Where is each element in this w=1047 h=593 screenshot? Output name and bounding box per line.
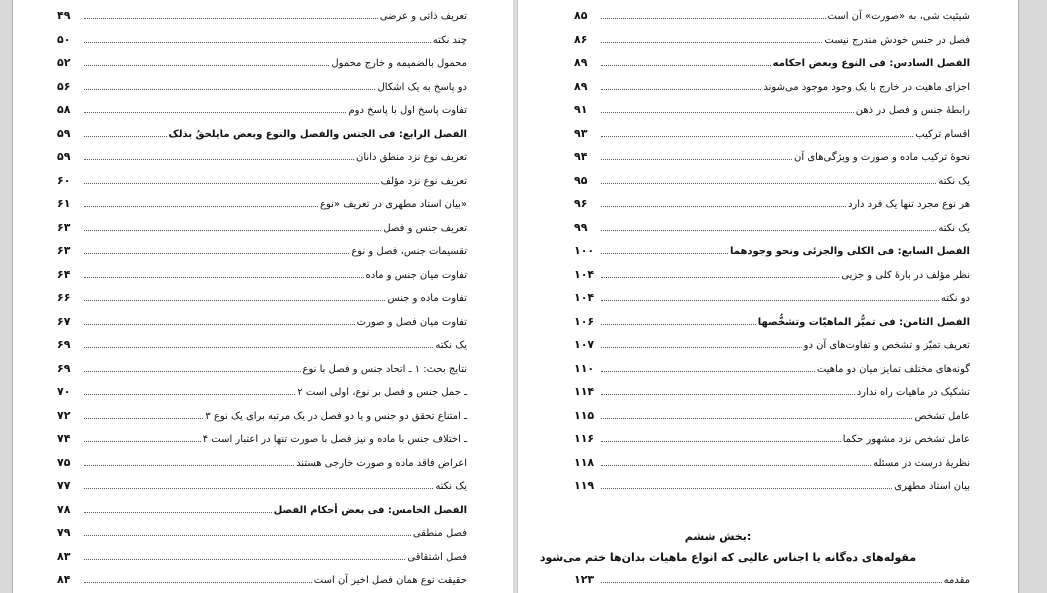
toc-entry-page: ۵۰ [57,32,71,46]
toc-entry[interactable] [57,192,467,210]
toc-entry-title: اجزای ماهیت در خارج با یک وجود موجود می‌شوند [763,81,970,93]
toc-entry-title: اعراض فاقد ماده و صورت خارجی هستند [296,457,467,469]
right-page [517,0,1019,593]
leader-dots [84,277,364,278]
leader-dots [84,183,379,184]
toc-entry-title: مقدمه [943,575,970,586]
toc-entry[interactable] [57,28,467,46]
leader-dots [84,559,405,560]
leader-dots [601,441,841,442]
toc-entry[interactable] [57,310,467,328]
toc-entry-title: اقسام ترکیب [915,128,970,140]
toc-entry-page: ۱۱۹ [574,479,595,492]
toc-entry[interactable] [574,404,970,422]
toc-entry[interactable] [57,545,467,563]
toc-entry[interactable] [57,145,467,163]
toc-entry-page: ۹۹ [574,220,588,234]
toc-entry-title: فصل در جنس خودش مندرج نیست [824,34,970,46]
toc-entry-title: تعریف نوع نزد مؤلف [380,175,467,187]
toc-entry[interactable] [57,498,467,516]
toc-entry-page: ۷۲ [57,408,71,422]
toc-entry-page: ۸۴ [57,573,71,586]
toc-entry[interactable] [57,239,467,257]
leader-dots [601,418,912,419]
toc-entry-page: ۶۹ [57,361,71,375]
toc-entry[interactable] [57,380,467,398]
toc-entry-page: ۶۳ [57,220,71,234]
toc-entry[interactable] [574,98,970,116]
toc-entry[interactable] [574,474,970,492]
toc-entry[interactable] [574,286,970,304]
leader-dots [601,371,815,372]
toc-entry[interactable] [574,568,970,586]
leader-dots [601,112,854,113]
chapter-heading: الفصل الرابع: فی الجنس والفصل والنوع وبعض مایلحقُ بذلک [168,128,467,140]
toc-entry-page: ۱۰۴ [574,291,595,304]
leader-dots [84,206,318,207]
toc-entry[interactable] [574,28,970,46]
leader-dots [84,42,431,43]
toc-entry-page: ۹۱ [574,103,588,116]
toc-entry-title: ۲ ـ حمل جنس و فصل بر نوع، اولی است [297,387,467,398]
section-title: مقوله‌های ده‌گانه یا اجناس عالیی که انواع ماهیات بدان‌ها ختم می‌شود [539,551,917,564]
leader-dots [84,65,329,66]
toc-entry-title: تعریف جنس و فصل [383,222,467,234]
toc-entry-title: رابطهٔ جنس و فصل در ذهن [855,105,970,116]
leader-dots [84,347,433,348]
chapter-heading: الفصل الخامس: فی بعض أحکام الفصل [273,504,467,516]
toc-entry-title: عامل تشخص [914,410,970,422]
toc-entry-page: ۱۱۶ [574,432,595,445]
toc-entry-page: ۴۹ [57,9,71,22]
toc-entry-page: ۹۵ [574,173,588,187]
toc-entry-page: ۵۶ [57,79,71,93]
leader-dots [84,89,375,90]
toc-entry-page: ۱۰۶ [574,314,595,328]
leader-dots [601,253,728,254]
toc-entry[interactable] [57,474,467,492]
toc-entry-title: دو نکته [940,293,970,304]
toc-entry-page: ۸۵ [574,9,588,22]
toc-entry-page: ۸۹ [574,79,588,93]
leader-dots [84,371,301,372]
toc-entry-title: گونه‌های مختلف تمایز میان دو ماهیت [816,363,970,375]
leader-dots [601,89,761,90]
toc-entry-title: یک نکته [435,340,467,351]
chapter-heading: الفصل الثامن: فی تمیُّز الماهیّات وتشخُّصها [757,316,970,328]
toc-entry[interactable] [574,145,970,163]
leader-dots [601,465,871,466]
leader-dots [601,394,855,395]
toc-entry-title: محمول بالضمیمه و خارج محمول [331,58,467,69]
toc-entry[interactable] [57,451,467,469]
toc-entry[interactable] [574,51,970,69]
leader-dots [601,159,792,160]
toc-entry-page: ۸۳ [57,549,71,563]
leader-dots [84,394,295,395]
leader-dots [84,465,294,466]
toc-entry[interactable] [57,286,467,304]
toc-entry[interactable] [57,98,467,116]
leader-dots [601,183,936,184]
leader-dots [84,112,346,113]
toc-entry-title: تعریف نوع نزد منطق دانان [356,152,467,163]
toc-entry[interactable] [57,427,467,445]
toc-entry-title: تعریف ذاتی و عرضی [379,11,467,22]
toc-entry-page: ۶۴ [57,267,71,281]
toc-entry-title: یک نکته [938,222,970,234]
leader-dots [84,230,381,231]
section-label: بخش ششم: [684,530,752,543]
leader-dots [601,206,846,207]
leader-dots [601,347,802,348]
toc-entry[interactable] [57,4,467,22]
toc-entry-page: ۷۰ [57,385,71,398]
chapter-heading: الفصل السادس: فی النوع وبعض احکامه [772,58,970,69]
toc-entry-page: ۶۶ [57,291,71,304]
toc-entry-page: ۵۸ [57,103,71,116]
leader-dots [84,18,378,19]
toc-entry[interactable] [57,169,467,187]
toc-entry[interactable] [574,451,970,469]
toc-entry-title: تفاوت میان جنس و ماده [365,269,467,281]
toc-entry-page: ۹۶ [574,197,588,210]
leader-dots [601,488,892,489]
toc-entry-page: ۶۷ [57,314,71,328]
toc-entry-page: ۵۹ [57,126,71,140]
toc-entry-page: ۶۹ [57,338,71,351]
toc-entry-page: ۱۱۴ [574,385,595,398]
leader-dots [601,136,913,137]
toc-entry-page: ۱۲۳ [574,573,595,586]
toc-entry-title: تفاوت پاسخ اول با پاسخ دوم [348,105,467,116]
toc-entry[interactable] [574,122,970,140]
toc-entry-page: ۱۰۷ [574,338,595,351]
toc-entry[interactable] [574,216,970,234]
toc-entry-title: نظر مؤلف در بارهٔ کلی و جزیی [841,269,970,281]
leader-dots [601,18,826,19]
toc-entry[interactable] [57,51,467,69]
toc-entry[interactable] [57,357,467,375]
toc-entry-page: ۱۱۰ [574,361,595,375]
leader-dots [601,582,942,583]
toc-entry-title: یک نکته [938,175,970,187]
toc-entry[interactable] [574,4,970,22]
toc-entry-title: فصل منطقی [412,528,467,539]
leader-dots [84,582,312,583]
toc-entry-page: ۶۱ [57,197,71,210]
toc-entry-title: تشکیک در ماهیات راه ندارد [856,387,970,398]
toc-entry-title: نظریهٔ درست در مسئله [873,457,970,469]
toc-entry-page: ۶۳ [57,244,71,257]
leader-dots [84,418,203,419]
leader-dots [601,65,771,66]
toc-entry-title: ۳ ـ امتناع تحقق دو جنس و یا دو فصل در یک مرتبه برای یک نوع [205,410,467,422]
toc-entry[interactable] [57,521,467,539]
toc-entry-page: ۸۹ [574,56,588,69]
toc-entry[interactable] [57,404,467,422]
toc-entry-page: ۵۲ [57,56,71,69]
leader-dots [84,324,355,325]
toc-entry-title: تفاوت میان فصل و صورت [356,316,467,328]
toc-entry[interactable] [574,75,970,93]
toc-entry-title: تعریف تمیّز و تشخص و تفاوت‌های آن دو [803,340,970,351]
toc-entry[interactable] [574,333,970,351]
toc-entry[interactable] [57,75,467,93]
toc-entry-title: دو پاسخ به یک اشکال [377,81,467,93]
toc-entry-title: یک نکته [435,481,467,492]
leader-dots [601,230,936,231]
leader-dots [84,488,433,489]
toc-entry-title: هر نوع مجرد تنها یک فرد دارد [847,199,970,210]
toc-entry-title: بیان استاد مطهری [894,481,970,492]
toc-entry-page: ۱۰۴ [574,267,595,281]
toc-entry-page: ۵۹ [57,150,71,163]
toc-entry[interactable] [574,263,970,281]
toc-entry[interactable] [574,380,970,398]
toc-entry-page: ۹۴ [574,150,588,163]
toc-entry[interactable] [57,122,467,140]
toc-entry[interactable] [574,239,970,257]
leader-dots [84,441,201,442]
leader-dots [84,253,349,254]
leader-dots [601,277,839,278]
toc-entry-page: ۶۰ [57,173,71,187]
leader-dots [601,324,756,325]
leader-dots [601,300,939,301]
toc-entry-title: ۴ ـ اختلاف جنس با ماده و نیز فصل با صورت تنها در اعتبار است [202,434,467,445]
leader-dots [84,136,167,137]
toc-entry[interactable] [57,333,467,351]
toc-entry-title: چند نکته [432,34,467,46]
toc-entry-page: ۷۸ [57,502,71,516]
toc-entry[interactable] [574,427,970,445]
left-page [12,0,515,593]
toc-entry-page: ۷۹ [57,526,71,539]
leader-dots [84,535,411,536]
toc-entry-page: ۹۳ [574,126,588,140]
toc-entry-title: نتایج بحث: ۱ ـ اتحاد جنس و فصل با نوع [302,363,467,375]
toc-entry[interactable] [574,310,970,328]
toc-entry[interactable] [57,216,467,234]
toc-entry-title: فصل اشتقاقی [407,551,467,563]
toc-entry-page: ۱۱۸ [574,455,595,469]
toc-entry-page: ۸۶ [574,32,588,46]
leader-dots [84,512,272,513]
toc-entry[interactable] [57,568,467,586]
toc-entry-page: ۷۷ [57,479,71,492]
toc-entry-title: نحوهٔ ترکیب ماده و صورت و ویژگی‌های آن [794,152,970,163]
leader-dots [601,42,822,43]
toc-entry-title: تقسیمات جنس، فصل و نوع [351,246,467,257]
toc-entry-page: ۷۴ [57,432,71,445]
toc-entry-page: ۱۰۰ [574,244,595,257]
toc-entry[interactable] [57,263,467,281]
toc-entry-title: بیان استاد مطهری در تعریف «نوع» [320,199,467,210]
toc-entry-title: تفاوت ماده و جنس [387,293,467,304]
toc-entry-page: ۷۵ [57,455,71,469]
leader-dots [84,159,354,160]
toc-entry[interactable] [574,192,970,210]
leader-dots [84,300,385,301]
toc-entry-title: عامل تشخص نزد مشهور حکما [842,434,970,445]
toc-entry-title: حقیقت نوع همان فصل اخیر آن است [313,575,467,586]
toc-entry[interactable] [574,357,970,375]
toc-entry-page: ۱۱۵ [574,408,595,422]
chapter-heading: الفصل السابع: فی الکلی والجزئی ونحو وجودهما [730,246,970,257]
toc-entry[interactable] [574,169,970,187]
toc-entry-title: شیئیت شی، به «صورت» آن است [827,11,970,22]
